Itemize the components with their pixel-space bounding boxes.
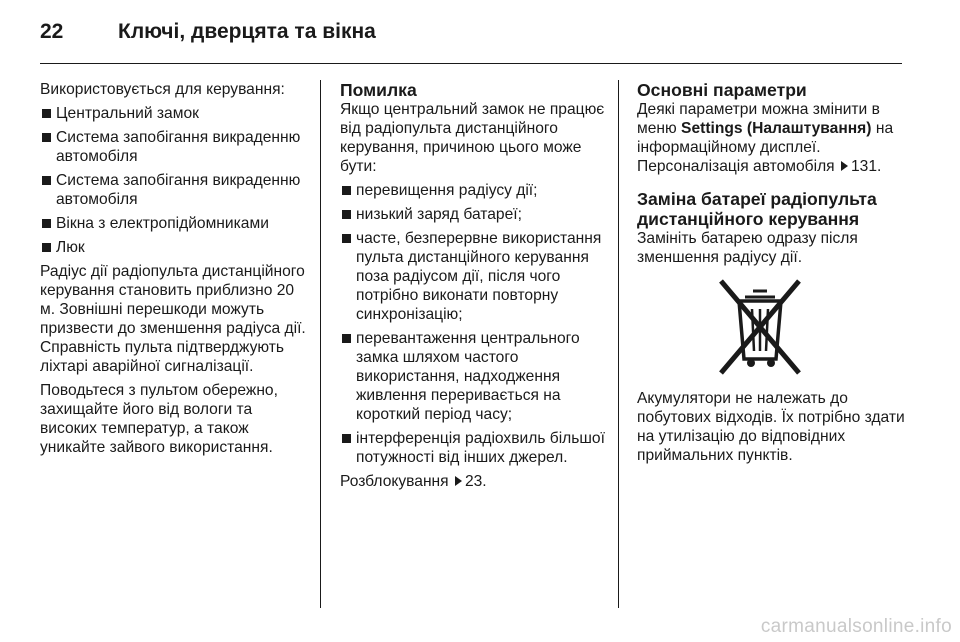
- list-item: [40, 238, 308, 257]
- page-title: Ключі, дверцята та вікна: [118, 20, 376, 43]
- battery-disposal-paragraph: Акумулятори не належать до побутових відходів. Їх потрібно здати на утилізацію до відповідних приймальних пунктів.: [637, 390, 905, 464]
- page-header: [40, 12, 376, 52]
- col1-range-paragraph: Радіус дії радіопульта дистанційного керування становить приблизно 20 м. Зовнішні перешкоди можуть призвести до зменшення радіуса дії. Справність пульта підтверджують ліхтарі аварійної сигналізації.: [40, 263, 306, 375]
- list-item-text: Система запобігання викраденню автомобіля: [56, 129, 301, 165]
- settings-text-1: Деякі параметри можна змінити в меню: [637, 101, 880, 137]
- page-reference-arrow-icon: [841, 161, 848, 171]
- list-item: [40, 128, 308, 166]
- bullet-icon: [342, 334, 351, 343]
- list-item: [40, 214, 308, 233]
- error-heading: Помилка: [340, 80, 417, 100]
- bullet-icon: [342, 234, 351, 243]
- bullet-icon: [42, 176, 51, 185]
- basic-settings-heading: Основні параметри: [637, 80, 807, 100]
- header-divider: [40, 63, 902, 64]
- list-item-text: Система запобігання викраденню автомобіля: [56, 172, 301, 208]
- col1-care-paragraph: Поводьтеся з пультом обережно, захищайте його від вологи та високих температур, а також уникайте зайвого використання.: [40, 382, 278, 456]
- page-number: 22: [40, 20, 64, 43]
- list-item: [340, 205, 605, 224]
- column-1: [40, 80, 308, 462]
- unlock-text: Розблокування: [340, 473, 449, 490]
- bullet-icon: [42, 109, 51, 118]
- column-3: [637, 80, 907, 470]
- list-item-text: часте, безперервне використання пульта дистанційного керування поза радіусом дії, після чого потрібно виконати повторну синхронізацію;: [356, 230, 602, 323]
- column-divider-2: [618, 80, 619, 608]
- col2-causes-list: [340, 181, 605, 467]
- col1-function-list: [40, 104, 308, 257]
- battery-replacement-paragraph: Замініть батарею одразу після зменшення радіусу дії.: [637, 230, 858, 266]
- bullet-icon: [342, 210, 351, 219]
- personalization-text: Персоналізація автомобіля: [637, 158, 835, 175]
- list-item: [340, 229, 605, 324]
- bullet-icon: [42, 243, 51, 252]
- list-item-text: Центральний замок: [56, 105, 199, 122]
- list-item: [340, 329, 605, 424]
- personalization-page-ref: 131.: [850, 158, 882, 175]
- page-reference-arrow-icon: [455, 476, 462, 486]
- bullet-icon: [342, 186, 351, 195]
- crossed-out-wheelie-bin-icon: [715, 277, 805, 377]
- column-2: [340, 80, 605, 496]
- list-item-text: перевантаження центрального замка шляхом частого використання, надходження живлення переривається на короткий період часу;: [356, 330, 580, 423]
- bullet-icon: [42, 219, 51, 228]
- list-item-text: низький заряд батареї;: [356, 206, 522, 223]
- list-item-text: Люк: [56, 239, 85, 256]
- battery-replacement-heading: Заміна батареї радіопульта дистанційного керування: [637, 189, 877, 229]
- list-item-text: інтерференція радіохвиль більшої потужності від інших джерел.: [356, 430, 605, 466]
- list-item-text: Вікна з електропідйомниками: [56, 215, 269, 232]
- bullet-icon: [342, 434, 351, 443]
- personalization-reference[interactable]: [637, 158, 881, 175]
- list-item: [340, 181, 605, 200]
- list-item-text: перевищення радіусу дії;: [356, 182, 538, 199]
- unlock-page-ref: 23.: [464, 473, 487, 490]
- unlock-reference[interactable]: [340, 472, 605, 491]
- list-item: [40, 171, 308, 209]
- settings-text-2: на інформаційному дисплеї.: [637, 120, 894, 156]
- bullet-icon: [42, 133, 51, 142]
- column-divider-1: [320, 80, 321, 608]
- watermark: carmanualsonline.info: [760, 616, 952, 637]
- settings-menu-term: Settings (Налаштування): [681, 120, 872, 137]
- list-item: [40, 104, 308, 123]
- list-item: [340, 429, 605, 467]
- col2-intro: Якщо центральний замок не працює від радіопульта дистанційного керування, причиною цього може бути:: [340, 101, 605, 175]
- col1-intro: Використовується для керування:: [40, 81, 285, 98]
- settings-paragraph: [637, 100, 907, 176]
